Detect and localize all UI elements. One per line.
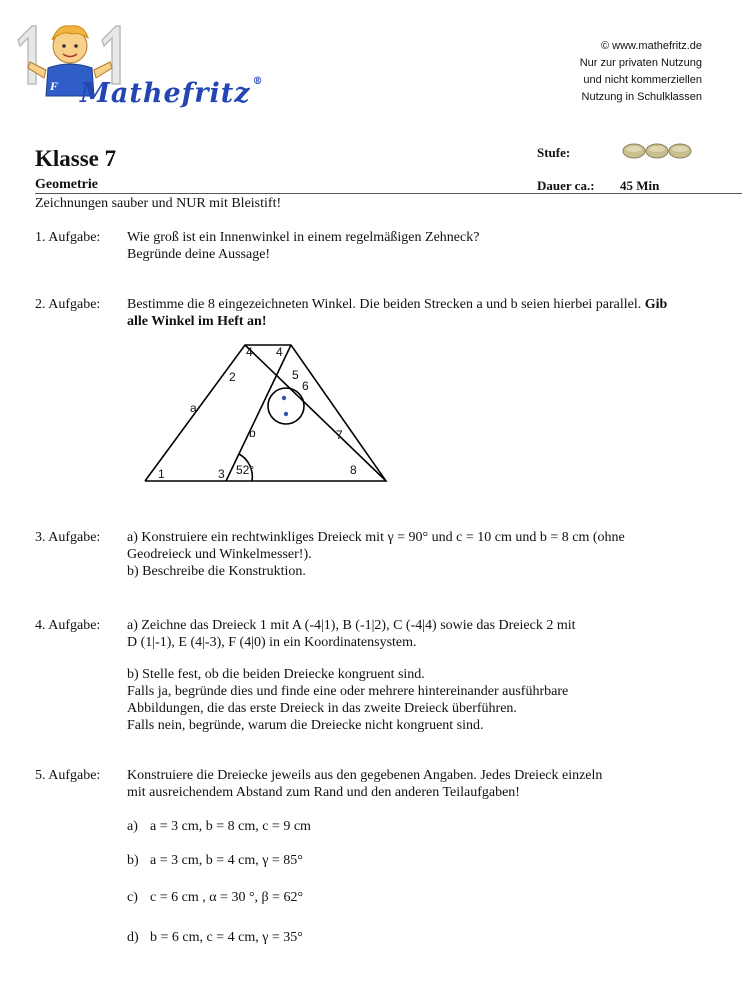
copyright-line: Nutzung in Schulklassen <box>581 91 702 103</box>
task-4-line: Falls nein, begründe, warum die Dreiecke nicht kongruent sind. <box>127 718 484 733</box>
task-5-label: 5. Aufgabe: <box>35 768 101 783</box>
copyright-line: Nur zur privaten Nutzung <box>579 57 702 69</box>
task-4-part-a <box>127 617 697 651</box>
logo-wordmark <box>80 76 264 109</box>
task-2-text <box>127 296 707 330</box>
task-4-line: Falls ja, begründe dies und finde eine oder mehrere hintereinander ausführbare <box>127 684 569 699</box>
level-indicator <box>622 140 694 167</box>
level-stones-icon <box>622 140 694 162</box>
task-5-item-text: c = 6 cm , α = 30 °, β = 62° <box>150 890 304 905</box>
copyright-notice <box>482 38 702 106</box>
task-5-item-text: b = 6 cm, c = 4 cm, γ = 35° <box>150 930 303 945</box>
svg-text:F: F <box>50 79 59 93</box>
task-5-text <box>127 767 697 801</box>
task-1-label: 1. Aufgabe: <box>35 230 101 245</box>
header-divider <box>35 193 742 194</box>
geometry-figure <box>140 340 395 495</box>
task-5-item-label: a) <box>127 819 138 834</box>
intro-text: Zeichnungen sauber und NUR mit Bleistift! <box>35 196 282 211</box>
copyright-line: und nicht kommerziellen <box>583 74 702 86</box>
angle-label: 6 <box>302 379 309 393</box>
task-4-line: a) Zeichne das Dreieck 1 mit A (-4|1), B (-1|2), C (-4|4) sowie das Dreieck 2 mit <box>127 618 576 633</box>
task-4-line: D (1|-1), E (4|-3), F (4|0) in ein Koordinatensystem. <box>127 635 417 650</box>
task-1-line: Begründe deine Aussage! <box>127 247 271 262</box>
angle-label: 4 <box>276 345 283 359</box>
task-1-line: Wie groß ist ein Innenwinkel in einem regelmäßigen Zehneck? <box>127 230 480 245</box>
task-3-label: 3. Aufgabe: <box>35 530 101 545</box>
task-2-label: 2. Aufgabe: <box>35 297 101 312</box>
angle-label: 3 <box>218 467 225 481</box>
task-2-line: Bestimme die 8 eingezeichneten Winkel. Die beiden Strecken a und b seien hierbei parallel. <box>127 297 642 312</box>
task-1-text <box>127 229 697 263</box>
angle-label: 2 <box>229 370 236 384</box>
angle-label: 4 <box>246 345 253 359</box>
task-4-line: Abbildungen, die das erste Dreieck in das zweite Dreieck überführen. <box>127 701 517 716</box>
task-5-line: mit ausreichendem Abstand zum Rand und den anderen Teilaufgaben! <box>127 785 520 800</box>
task-5-item-label: c) <box>127 890 138 905</box>
copyright-line: © www.mathefritz.de <box>600 40 702 52</box>
page-subtitle: Geometrie <box>35 177 98 192</box>
task-5-item-text: a = 3 cm, b = 8 cm, c = 9 cm <box>150 819 311 834</box>
logo-registered-mark: ® <box>252 76 264 87</box>
task-5-item-label: b) <box>127 853 139 868</box>
task-3-text <box>127 529 697 580</box>
angle-value-label: 52° <box>236 463 255 477</box>
duration-label: Dauer ca.: <box>537 178 595 193</box>
task-2-emphasis: alle Winkel im Heft an! <box>127 314 267 329</box>
angle-label: 5 <box>292 368 299 382</box>
task-2-emphasis: Gib <box>644 297 668 312</box>
task-4-part-b <box>127 666 697 734</box>
logo <box>10 18 264 118</box>
duration-value: 45 Min <box>620 178 660 193</box>
logo-text: Mathefritz <box>80 78 251 109</box>
page-title: Klasse 7 <box>35 146 117 171</box>
task-5-item-label: d) <box>127 930 139 945</box>
task-3-line: Geodreieck und Winkelmesser!). <box>127 547 312 562</box>
task-5-item-text: a = 3 cm, b = 4 cm, γ = 85° <box>150 853 303 868</box>
segment-label-a: a <box>190 401 197 415</box>
angle-label: 1 <box>158 467 165 481</box>
angle-figure <box>140 340 395 490</box>
task-3-line: b) Beschreibe die Konstruktion. <box>127 564 306 579</box>
task-4-line: b) Stelle fest, ob die beiden Dreiecke kongruent sind. <box>127 667 425 682</box>
task-5-line: Konstruiere die Dreiecke jeweils aus den gegebenen Angaben. Jedes Dreieck einzeln <box>127 768 603 783</box>
task-4-label: 4. Aufgabe: <box>35 618 101 633</box>
angle-label: 7 <box>336 428 343 442</box>
level-label: Stufe: <box>537 145 571 160</box>
task-3-line: a) Konstruiere ein rechtwinkliges Dreieck mit γ = 90° und c = 10 cm und b = 8 cm (ohne <box>127 530 625 545</box>
segment-label-b: b <box>249 426 256 440</box>
angle-label: 8 <box>350 463 357 477</box>
